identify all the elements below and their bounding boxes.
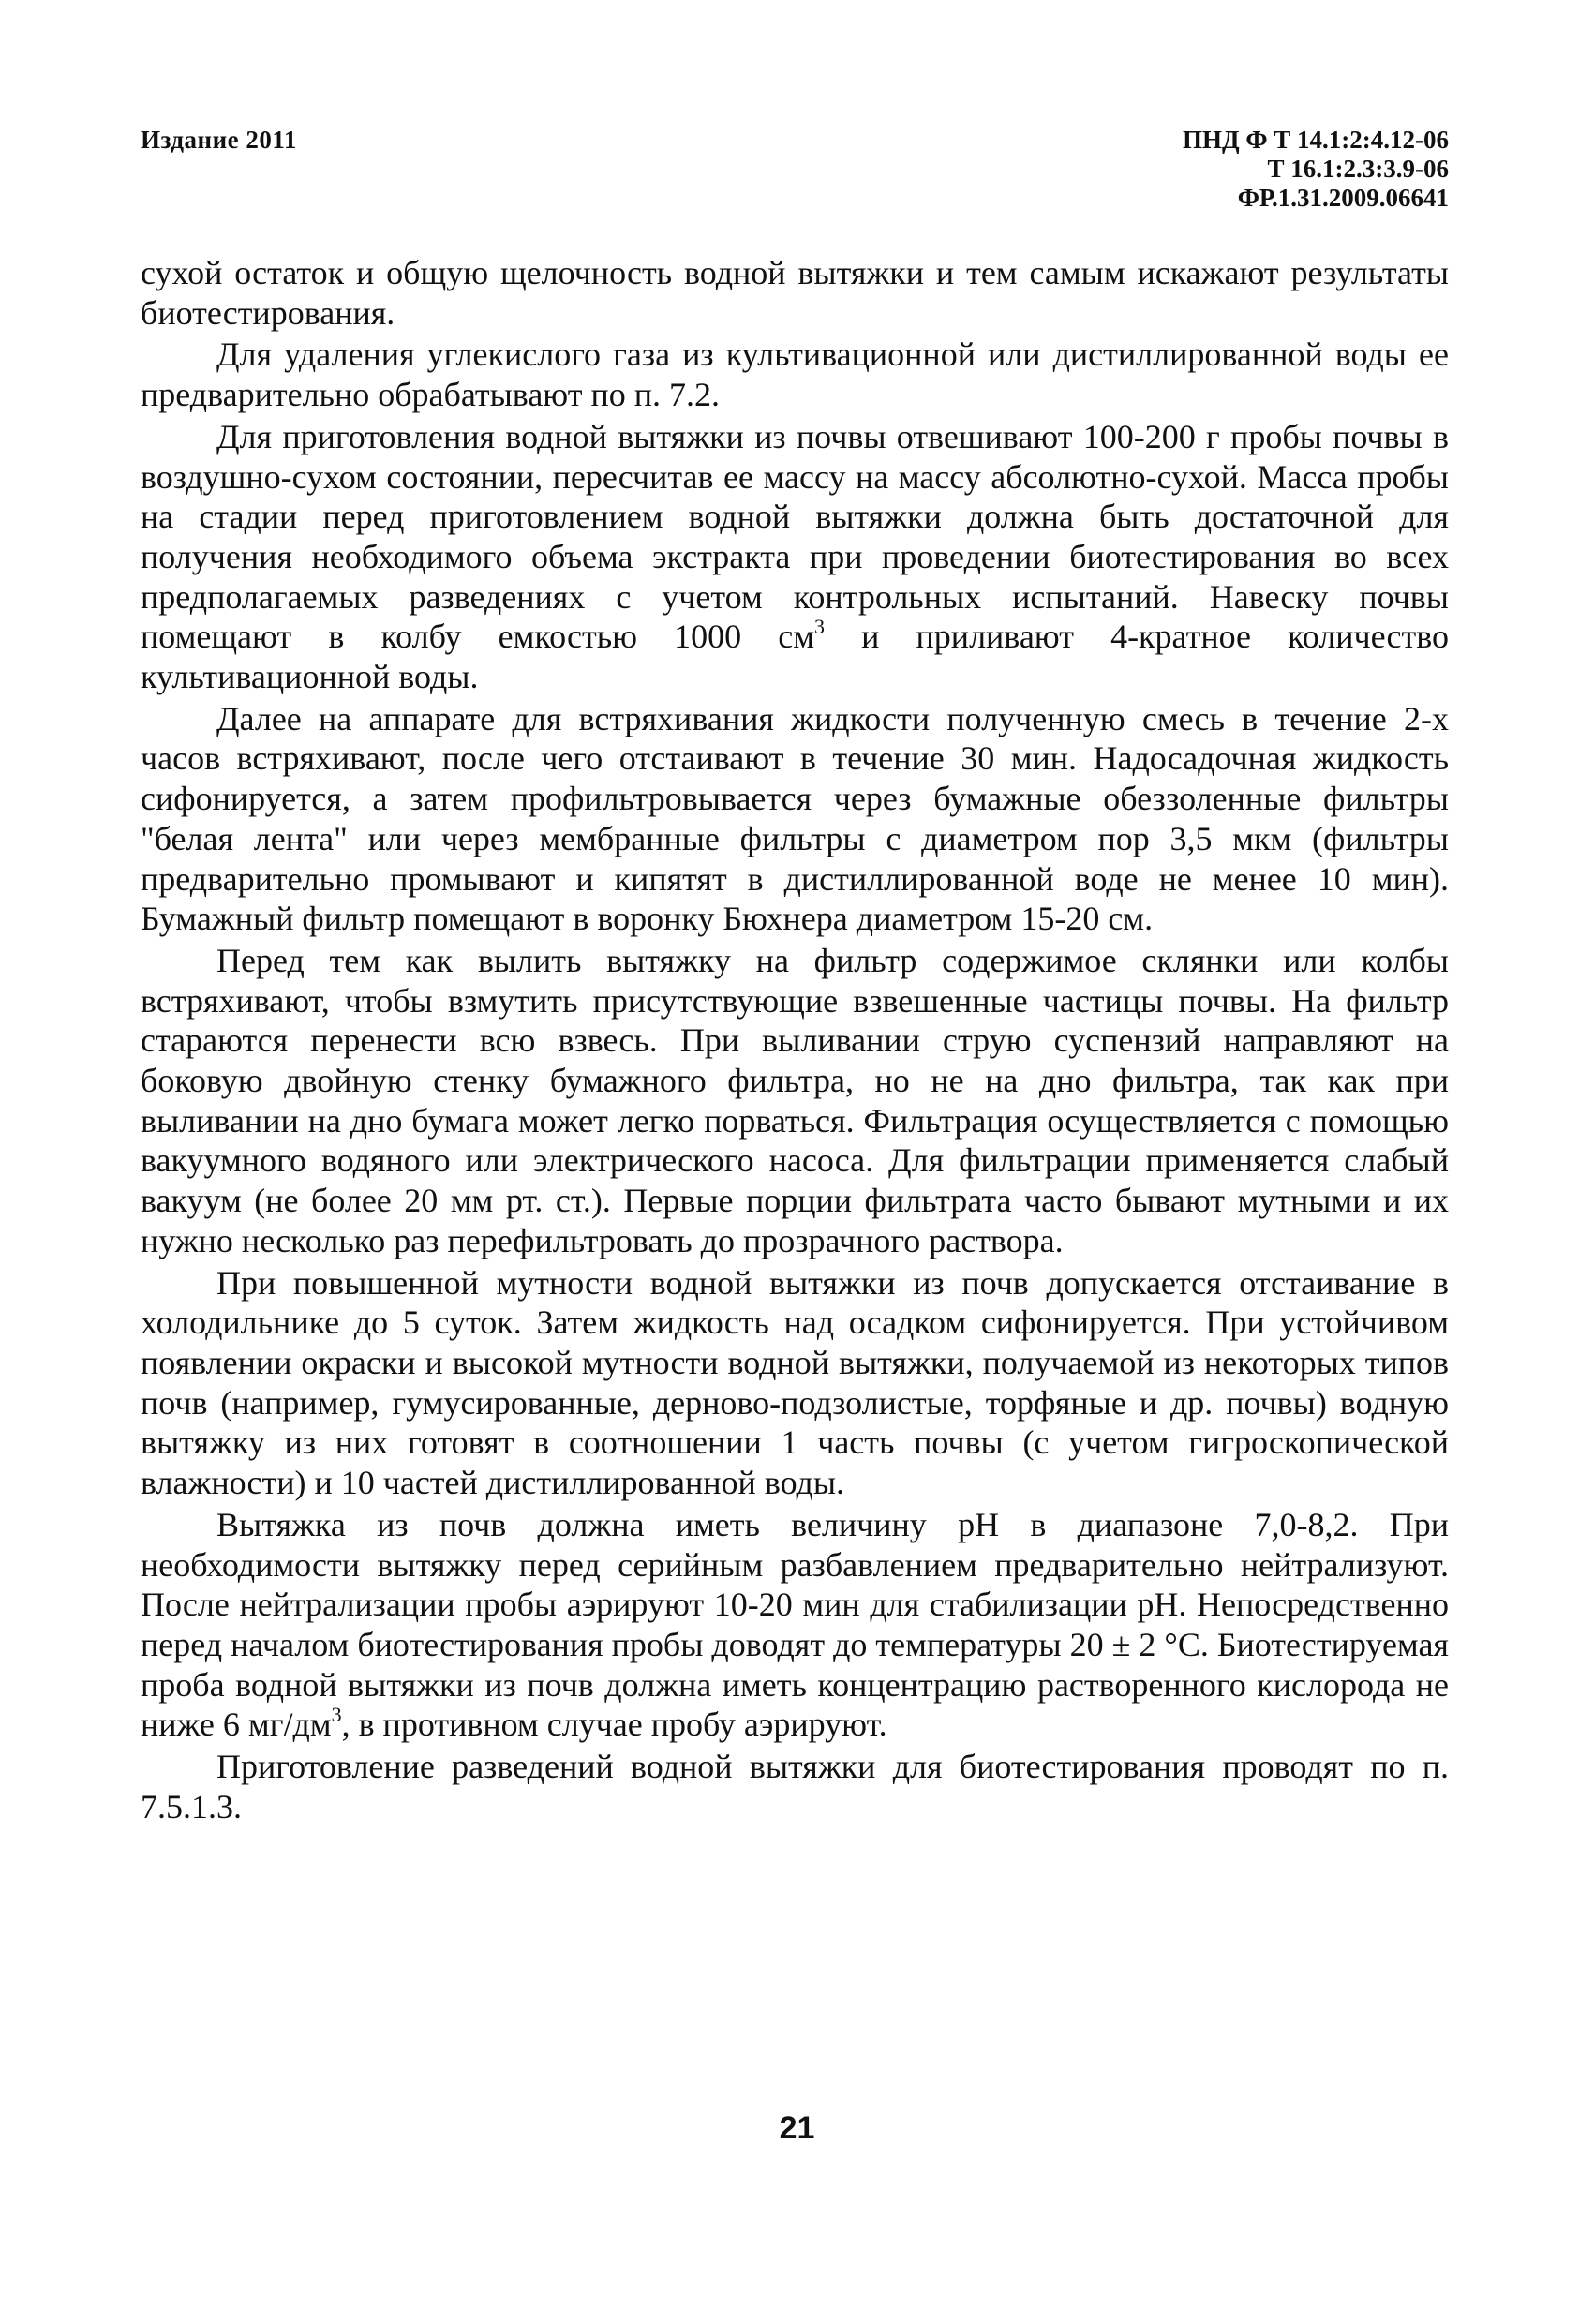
paragraph-ph-text-b: , в противном случае пробу аэрируют.: [341, 1706, 887, 1744]
doc-code-2: Т 16.1:2.3:3.9-06: [1267, 155, 1449, 183]
paragraph-co2-removal: Для удаления углекислого газа из культивационной или дистиллированной воды ее предварительно обрабатывают по п. 7.2.: [141, 335, 1449, 414]
paragraph-continuation: сухой остаток и общую щелочность водной вытяжки и тем самым искажают результаты биотестирования.: [141, 254, 1449, 332]
paragraph-extract-text-a: Для приготовления водной вытяжки из почвы отвешивают 100-200 г пробы почвы в воздушно-сухом состоянии, пересчитав ее массу на массу абсолютно-сухой. Масса пробы на стадии перед приготовлением водной вытяжки должна быть достаточной для получения необходимого объема экстракта при проведении биотестирования во всех предполагаемых разведениях с учетом контрольных испытаний. Навеску почвы помещают в колбу емкостью 1000 см: [141, 417, 1449, 656]
superscript-cube: 3: [331, 1703, 342, 1727]
paragraph-extract-text-b: и приливают 4-кратное количество культивационной воды.: [141, 618, 1449, 696]
paragraph-ph: [141, 1505, 1449, 1745]
paragraph-shaking: Далее на аппарате для встряхивания жидкости полученную смесь в течение 2-х часов встряхивают, после чего отстаивают в течение 30 мин. Надосадочная жидкость сифонируется, а затем профильтровывается через бумажные обеззоленные фильтры "белая лента" или через мембранные фильтры с диаметром пор 3,5 мкм (фильтры предварительно промывают и кипятят в дистиллированной воде не менее 10 мин). Бумажный фильтр помещают в воронку Бюхнера диаметром 15-20 см.: [141, 699, 1449, 938]
edition-label: Издание 2011: [141, 126, 297, 154]
page-body: [141, 253, 1449, 1828]
doc-code-3: ФР.1.31.2009.06641: [1237, 184, 1449, 212]
document-codes: [1183, 126, 1449, 213]
paragraph-ph-text-a: Вытяжка из почв должна иметь величину pH в диапазоне 7,0-8,2. При необходимости вытяжку перед серийным разбавлением предварительно нейтрализуют. После нейтрализации пробы аэрируют 10-20 мин для стабилизации pH. Непосредственно перед началом биотестирования пробы доводят до температуры 20 ± 2 °С. Биотестируемая проба водной вытяжки из почв должна иметь концентрацию растворенного кислорода не ниже 6 мг/дм: [141, 1505, 1449, 1744]
page-number: 21: [779, 2110, 815, 2146]
paragraph-turbidity: При повышенной мутности водной вытяжки из почв допускается отстаивание в холодильнике до 5 суток. Затем жидкость над осадком сифонируется. При устойчивом появлении окраски и высокой мутности водной вытяжки, получаемой из некоторых типов почв (например, гумусированные, дерново-подзолистые, торфяные и др. почвы) водную вытяжку из них готовят в соотношении 1 часть почвы (с учетом гигроскопической влажности) и 10 частей дистиллированной воды.: [141, 1263, 1449, 1502]
paragraph-extract-preparation: [141, 417, 1449, 697]
paragraph-dilutions: Приготовление разведений водной вытяжки для биотестирования проводят по п. 7.5.1.3.: [141, 1748, 1449, 1825]
superscript-cube: 3: [814, 615, 826, 639]
paragraph-filtration: Перед тем как вылить вытяжку на фильтр содержимое склянки или колбы встряхивают, чтобы взмутить присутствующие взвешенные частицы почвы. На фильтр стараются перенести всю взвесь. При выливании струю суспензий направляют на боковую двойную стенку бумажного фильтра, но не на дно фильтра, так как при выливании на дно бумага может легко порваться. Фильтрация осуществляется с помощью вакуумного водяного или электрического насоса. Для фильтрации применяется слабый вакуум (не более 20 мм рт. ст.). Первые порции фильтрата часто бывают мутными и их нужно несколько раз перефильтровать до прозрачного раствора.: [141, 941, 1449, 1259]
doc-code-1: ПНД Ф Т 14.1:2:4.12-06: [1182, 126, 1449, 154]
